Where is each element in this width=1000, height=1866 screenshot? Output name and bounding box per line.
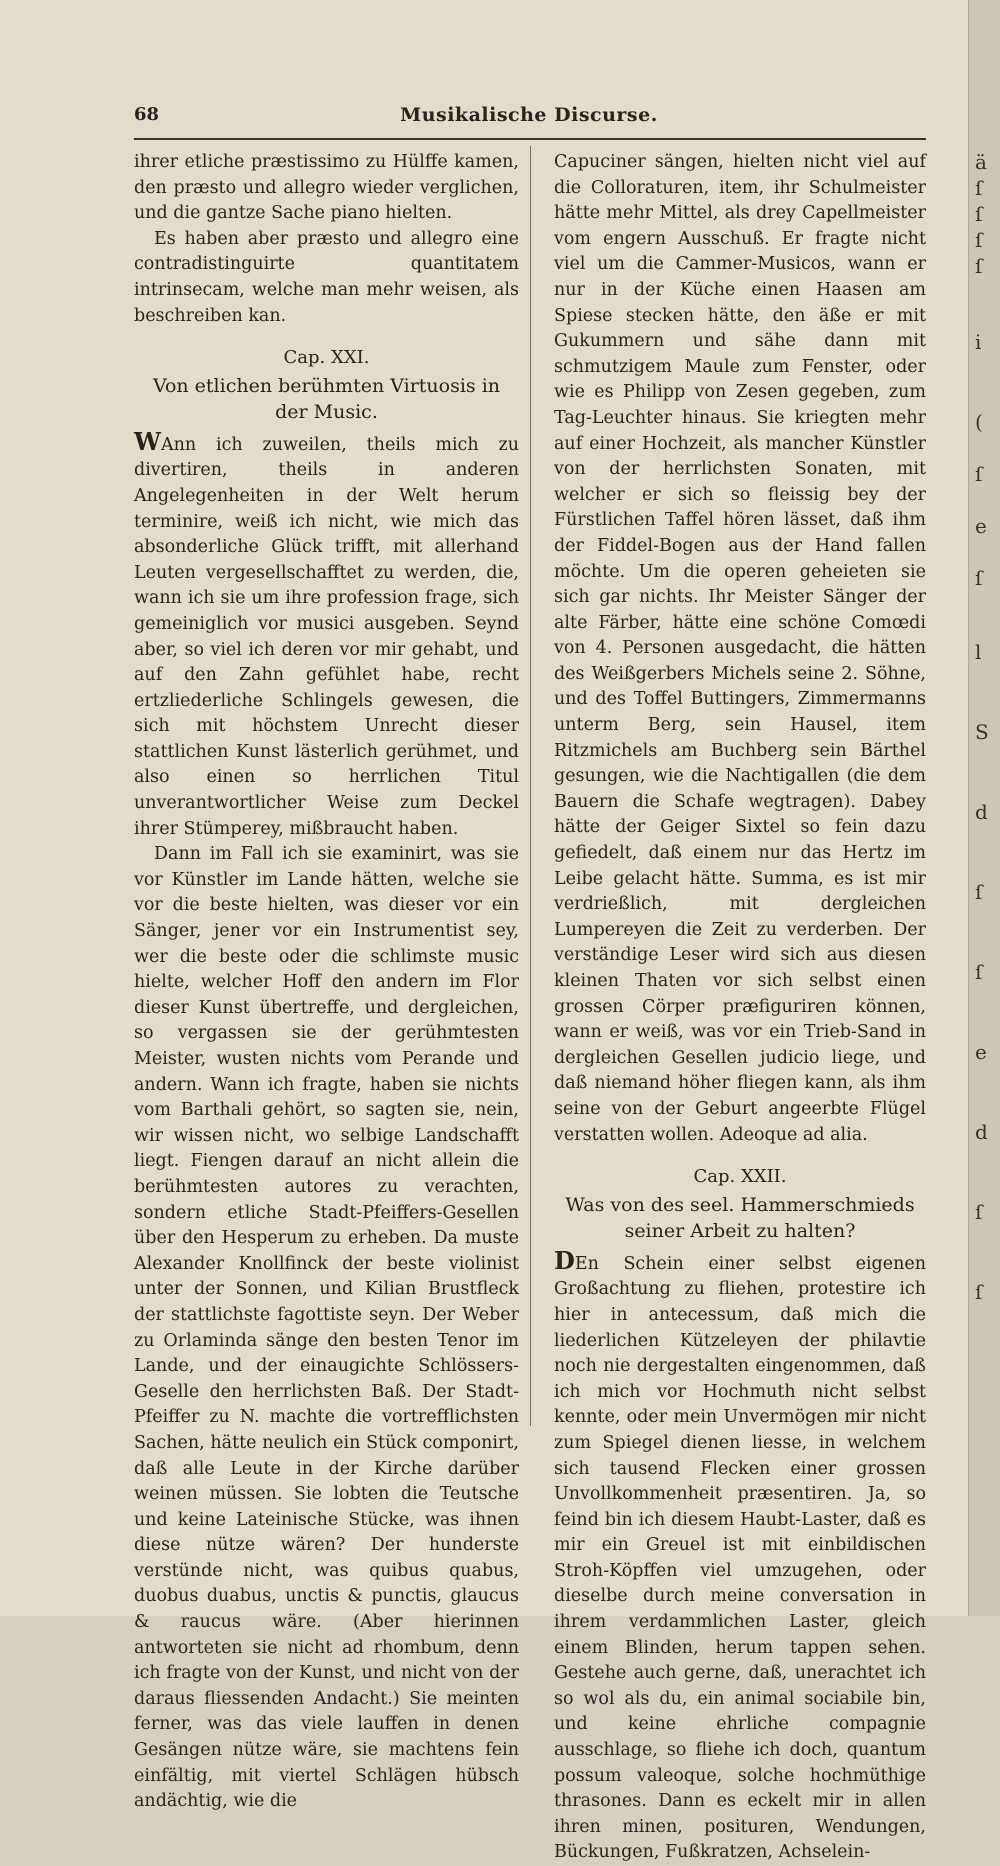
paragraph: Dann im Fall ich sie examinirt, was sie vor Künstler im Lande hätten, welche sie vor die beste hielten, was dieser vor ein Sänger, jener vor ein Instrumentist sey, wer die beste oder die schlimste music hielte, welcher Hoff den andern im Flor dieser Kunst übertreffe, und dergleichen, so vergassen sie der gerühmtesten Meister, wusten nichts vom Perande und andern. Wann ich fragte, haben sie nichts vom Barthali gehört, so sagten sie, nein, wir wissen nicht, wo selbige Landschafft liegt. Fiengen darauf an nicht allein die berühmtesten autores zu verachten, sondern etliche Stadt-Pfeiffers-Gesellen über den Hesperum zu erheben. Da muste Alexander Knollfinck der beste violinist unter der Sonnen, und Kilian Brustfleck der stattlichste fagottiste seyn. Der Weber zu Orlaminda sänge den besten Tenor im Lande, und der einaugichte Schlössers-Geselle den herrlichsten Baß. Der Stadt-Pfeiffer zu N. machte die vortrefflichsten Sachen, hätte neulich ein Stück componirt, daß alle Leute in der Kirche darüber weinen müssen. Sie lobten die Teutsche und keine Lateinische Stücke, was ihnen diese nütze wären? Der hunderste verstünde nicht, was quibus quabus, duobus duabus, unctis & punctis, glaucus & raucus wäre. (Aber hierinnen antworteten sie nicht ad rhombum, denn ich fragte von der Kunst, und nicht von der daraus fliessenden Andacht.) Sie meinten ferner, was das viele lauffen in denen Gesängen nütze wäre, sie machtens fein einfältig, mit viertel Schlägen hübsch andächtig, wie die [134, 844, 519, 1812]
edge-letter: ſ [975, 462, 983, 486]
adjacent-page-edge [968, 0, 1000, 1616]
page-number: 68 [134, 104, 160, 125]
edge-letter: ſ [975, 228, 983, 252]
right-column [554, 150, 926, 1866]
edge-letter: ſ [975, 1280, 983, 1304]
chapter-title: Was von des seel. Hammerschmieds seiner Arbeit zu halten? [565, 1193, 915, 1242]
left-column [134, 150, 519, 1815]
edge-letter: d [975, 800, 988, 824]
chapter-label: Cap. XXI. [283, 347, 370, 369]
edge-letter: ſ [975, 254, 983, 278]
chapter-title: Von etlichen berühmten Virtuosis in der Music. [152, 374, 501, 423]
header-rule [134, 138, 926, 140]
edge-letter: i [975, 330, 982, 354]
edge-letter: l [975, 640, 982, 664]
edge-letter: ſ [975, 176, 983, 200]
page-header [134, 104, 924, 136]
edge-letter: e [975, 514, 987, 538]
paragraph: Es haben aber præsto und allegro eine contradistinguirte quantitatem intrinsecam, welche man mehr weisen, als beschreiben kan. [134, 228, 519, 326]
edge-letter: ſ [975, 960, 983, 984]
edge-letter: ſ [975, 880, 983, 904]
paragraph [554, 1245, 926, 1866]
initial-letter: W [134, 426, 161, 456]
initial-letter: D [554, 1245, 575, 1275]
edge-letter: ſ [975, 202, 983, 226]
edge-letter: ( [975, 410, 983, 434]
paragraph [134, 426, 519, 843]
edge-letter: d [975, 1120, 988, 1144]
edge-letter: ä [975, 150, 987, 174]
column-divider [530, 146, 531, 1426]
edge-letter: ſ [975, 566, 983, 590]
edge-letter: e [975, 1040, 987, 1064]
paragraph: ihrer etliche præstissimo zu Hülffe kamen, den præsto und allegro wieder verglichen, und die gantze Sache piano hielten. [134, 152, 519, 224]
edge-letter: S [975, 720, 989, 744]
chapter-label: Cap. XXII. [693, 1166, 787, 1188]
edge-letter: ſ [975, 1200, 983, 1224]
paragraph-text: Ann ich zuweilen, theils mich zu divertiren, theils in anderen Angelegenheiten in der Welt herum terminire, weiß ich nicht, wie mich das absonderliche Glück trifft, mit allerhand Leuten vergesellschafftet zu werden, die, wann ich sie um ihre profession frage, sich gemeiniglich vor musici ausgeben. Seynd aber, so viel ich deren vor mir gehabt, und auf den Zahn gefühlet habe, recht ertzliederliche Schlingels gewesen, die sich mit höchstem Unrecht dieser stattlichen Kunst lästerlich gerühmet, und also einen so herrlichen Titul unverantwortlicher Weise zum Deckel ihrer Stümperey, mißbraucht haben. [134, 434, 519, 839]
paragraph: Capuciner sängen, hielten nicht viel auf die Colloraturen, item, ihr Schulmeister hätte mehr Mittel, als drey Capellmeister vom engern Ausschuß. Er fragte nicht viel um die Cammer-Musicos, wann er nur in der Küche einen Haasen am Spiese stecken hätte, den äße er mit Gukummern und sähe dann mit schmutzigem Maule zum Fenster, oder wie es Philipp von Zesen gegeben, zum Tag-Leuchter hinaus. Sie kriegten mehr auf einer Hochzeit, als mancher Künstler von der herrlichsten Sonaten, mit welcher er sich so fleissig bey der Fürstlichen Taffel hören lässet, daß ihm der Fiddel-Bogen aus der Hand fallen möchte. Um die operen geheieten sie sich gar nichts. Ihr Meister Sänger der alte Färber, hätte eine schöne Comœdi von 4. Personen ausgedacht, die hätten des Weißgerbers Michels seine 2. Söhne, und des Toffel Buttingers, Zimmermanns unterm Berg, sein Hausel, item Ritzmichels am Buchberg sein Bärthel gesungen, wie die Nachtigallen (die dem Bauern die Schafe wegtragen). Dabey hätte der Geiger Sixtel so fein dazu gefiedelt, daß einem nur das Hertz im Leibe gelacht hätte. Summa, es ist mir verdrießlich, mit dergleichen Lumpereyen die Zeit zu verderben. Der verständige Leser wird sich aus diesen kleinen Thaten vor sich selbst einen grossen Cörper præfiguriren können, wann er weiß, was vor ein Trieb-Sand in dergleichen Gesellen judicio liege, und daß niemand höher fliegen kann, als ihm seine von der Geburt angeerbte Flügel verstatten wollen. Adeoque ad alia. [554, 152, 926, 1145]
paragraph-text: En Schein einer selbst eigenen Großachtung zu fliehen, protestire ich hier in antecessum, daß mich die liederlichen Kützeleyen der philavtie noch nie dergestalten eingenommen, daß ich mich vor Hochmuth nicht selbst kennte, oder mein Unvermögen mir nicht zum Spiegel dienen liesse, in welchem sich tausend Flecken einer grossen Unvollkommenheit præsentiren. Ja, so feind bin ich diesem Haubt-Laster, daß es mir ein Greuel ist mit einbildischen Stroh-Köpffen viel umzugehen, oder dieselbe durch meine conversation in ihrem verdammlichen Laster, gleich einem Blinden, herum tappen sehen. Gestehe auch gerne, daß, unerachtet ich so wol als du, ein animal sociabile bin, und keine ehrliche compagnie ausschlage, so fliehe ich doch, quantum possum valeoque, solche hochmüthige thrasones. Dann es eckelt mir in allen ihren minen, posituren, Wendungen, Bückungen, Fußkratzen, Achselein- [554, 1253, 926, 1863]
running-title: Musikalische Discurse. [400, 104, 658, 126]
